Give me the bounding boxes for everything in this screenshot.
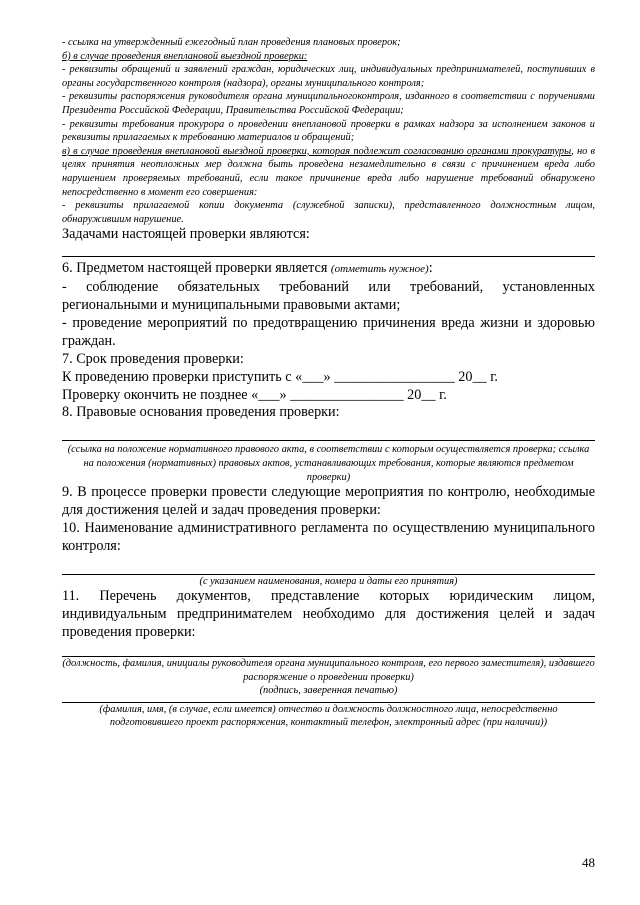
signature-1-subcaption: (подпись, заверенная печатью) bbox=[259, 685, 398, 697]
page-number: 48 bbox=[582, 855, 595, 870]
urgent-check-paragraph bbox=[62, 145, 595, 199]
section-8-heading: 8. Правовые основания проведения проверки: bbox=[62, 404, 340, 421]
appeals-requisites: - реквизиты обращений и заявлений граждан, юридических лиц, индивидуальных предпринимателей, поступивших в органы государственного контроля (надзора), органы муниципального контроля; bbox=[62, 64, 595, 89]
signature-1-caption: (должность, фамилия, инициалы руководителя органа муниципального контроля, его первого заместителя), издавшего распоряжение о проведении проверки) bbox=[62, 658, 595, 683]
inspection-grounds-block bbox=[62, 36, 595, 226]
section-7-heading: 7. Срок проведения проверки: bbox=[62, 350, 244, 367]
urgent-check-underlined: в) в случае проведения внеплановой выездной проверки, которая подлежит согласованию органами прокуратуры bbox=[62, 145, 572, 157]
unscheduled-check-heading: б) в случае проведения внеплановой выездной проверки: bbox=[62, 50, 308, 62]
section-11: 11. Перечень документов, представление которых юридическим лицом, индивидуальным предпринимателем необходимо для достижения целей и задач проведения проверки: bbox=[62, 588, 595, 641]
section-8-fill-line bbox=[62, 440, 595, 441]
section-6-item-2: - проведение мероприятий по предотвращению причинения вреда жизни и здоровью граждан. bbox=[62, 314, 595, 349]
signature-2-caption: (фамилия, имя, (в случае, если имеется) отчество и должность должностного лица, непосредственно подготовившего проект распоряжения, контактный телефон, электронный адрес (при наличии)) bbox=[99, 703, 558, 729]
section-7-end: Проверку окончить не позднее «___» ________________ 20__ г. bbox=[62, 386, 447, 403]
order-requisites: - реквизиты распоряжения руководителя органа муниципальногоконтроля, изданного в соответствии с поручениями Президента Российской Федерации, Правительства Российской Федерации; bbox=[62, 91, 595, 116]
section-9: 9. В процессе проверки провести следующие мероприятия по контролю, необходимые для достижения целей и задач проведения проверки: bbox=[62, 484, 595, 519]
section-6-heading: 6. Предметом настоящей проверки является (отметить нужное): bbox=[62, 260, 433, 277]
section-7-start: К проведению проверки приступить с «___» _________________ 20__ г. bbox=[62, 368, 498, 385]
section-6-item-1: - соблюдение обязательных требований или требований, установленных региональными и муниципальными правовыми актами; bbox=[62, 279, 595, 314]
section-10: 10. Наименование административного регламента по осуществлению муниципального контроля: bbox=[62, 519, 595, 554]
document-page bbox=[62, 36, 595, 730]
section-8-caption: (ссылка на положение нормативного правового акта, в соответствии с которым осуществляется проверка; ссылка на положения (нормативных) правовых актов, устанавливающих требования, которые являются предметом проверки) bbox=[67, 444, 590, 483]
plan-reference-line: - ссылка на утвержденный ежегодный план проведения плановых проверок; bbox=[62, 37, 401, 48]
section-6-note: (отметить нужное) bbox=[330, 263, 429, 276]
section-10-caption: (с указанием наименования, номера и даты его принятия) bbox=[199, 575, 458, 587]
memo-copy-requisites: - реквизиты прилагаемой копии документа (служебной записки), представленного должностным лицом, обнаружившим нарушение. bbox=[62, 200, 595, 225]
prosecutor-requirement: - реквизиты требования прокурора о проведении внеплановой проверки в рамках надзора за исполнением законов и реквизиты прилагаемых к требованию материалов и обращений; bbox=[62, 118, 595, 144]
tasks-heading: Задачами настоящей проверки являются: bbox=[62, 226, 310, 243]
urgent-check-rest: , но в целях принятия неотложных мер должна быть проведена незамедлительно в связи с причинением вреда либо нарушением проверяемых требований, если такое причинение вреда либо нарушение требований обнаружено непосредственно в момент его совершения: bbox=[62, 145, 595, 198]
